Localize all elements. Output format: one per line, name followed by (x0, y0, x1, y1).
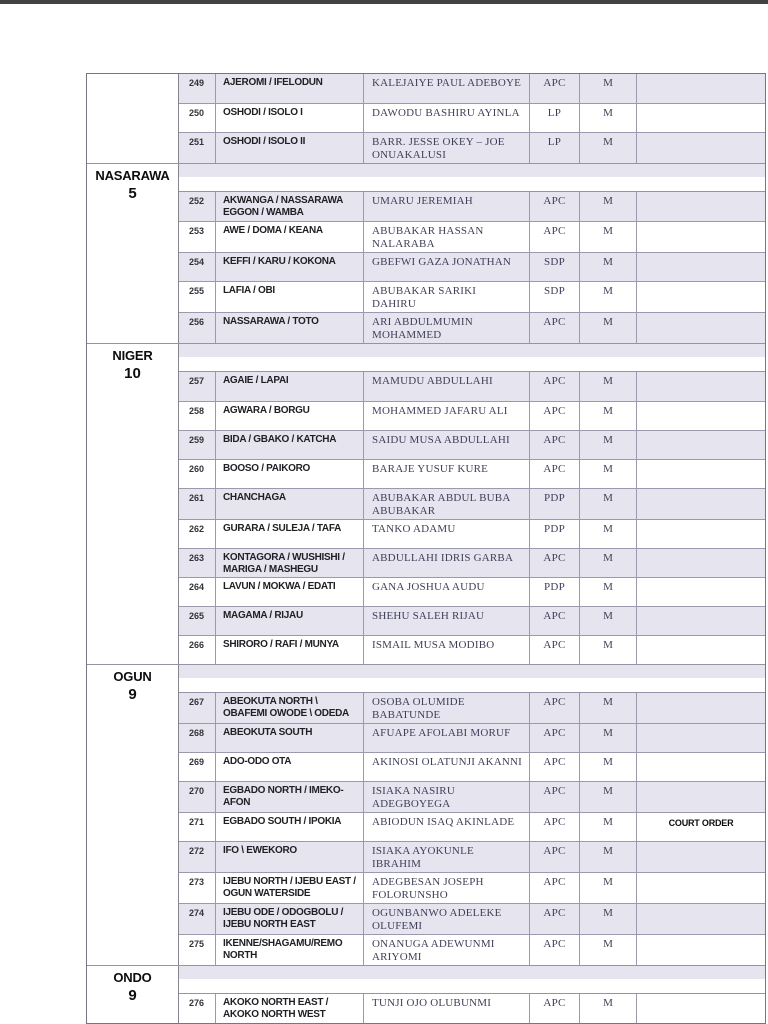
state-section-body (179, 164, 765, 343)
candidate-name-cell: GBEFWI GAZA JONATHAN (364, 253, 530, 281)
constituency-cell: SHIRORO / RAFI / MUNYA (216, 636, 364, 664)
gender-cell: M (580, 402, 637, 430)
notes-cell: COURT ORDER (668, 818, 734, 828)
constituency-cell: BIDA / GBAKO / KATCHA (216, 431, 364, 459)
table-row (179, 841, 765, 872)
table-row (179, 401, 765, 430)
candidate-name-cell: MOHAMMED JAFARU ALI (364, 402, 530, 430)
row-number-cell: 253 (179, 222, 216, 252)
gender-cell: M (580, 253, 637, 281)
row-number-cell: 254 (179, 253, 216, 281)
party-cell: APC (530, 402, 580, 430)
state-section (87, 664, 765, 965)
notes-cell (637, 431, 765, 459)
row-number-cell: 271 (179, 813, 216, 841)
table-row (179, 132, 765, 163)
state-section (87, 965, 765, 1023)
constituency-cell: IJEBU ODE / ODOGBOLU / IJEBU NORTH EAST (216, 904, 364, 934)
notes-cell (637, 192, 765, 221)
section-band-strip (179, 665, 765, 678)
notes-cell (637, 753, 765, 781)
gender-cell: M (580, 578, 637, 606)
gender-cell: M (580, 935, 637, 965)
row-number-cell: 272 (179, 842, 216, 872)
table-row (179, 252, 765, 281)
gender-cell: M (580, 607, 637, 635)
row-number-cell: 260 (179, 460, 216, 488)
party-cell: APC (530, 607, 580, 635)
notes-cell (637, 607, 765, 635)
table-row (179, 812, 765, 841)
gender-cell: M (580, 549, 637, 577)
candidate-name-cell: ISMAIL MUSA MODIBO (364, 636, 530, 664)
candidate-name-cell: ISIAKA NASIRU ADEGBOYEGA (364, 782, 530, 812)
party-cell: APC (530, 724, 580, 752)
candidate-name-cell: TUNJI OJO OLUBUNMI (364, 994, 530, 1023)
row-number-cell: 264 (179, 578, 216, 606)
table-row (179, 693, 765, 723)
row-number-cell: 249 (179, 74, 216, 103)
table-row (179, 192, 765, 221)
party-cell: APC (530, 935, 580, 965)
table-row (179, 488, 765, 519)
constituency-cell: AKWANGA / NASSARAWA EGGON / WAMBA (216, 192, 364, 221)
notes-cell (637, 222, 765, 252)
candidate-name-cell: DAWODU BASHIRU AYINLA (364, 104, 530, 132)
table-row (179, 872, 765, 903)
table-row (179, 606, 765, 635)
table-row (179, 312, 765, 343)
seat-count: 10 (124, 365, 141, 382)
state-label: NIGER (112, 348, 153, 363)
gender-cell: M (580, 994, 637, 1023)
constituency-cell: EGBADO SOUTH / IPOKIA (216, 813, 364, 841)
party-cell: APC (530, 222, 580, 252)
party-cell: PDP (530, 489, 580, 519)
table-row (179, 548, 765, 577)
constituency-cell: AGAIE / LAPAI (216, 372, 364, 401)
gender-cell: M (580, 431, 637, 459)
constituency-cell: ADO-ODO OTA (216, 753, 364, 781)
notes-cell (637, 578, 765, 606)
section-band-strip (179, 966, 765, 979)
state-label: ONDO (113, 970, 152, 985)
notes-cell (637, 460, 765, 488)
constituency-cell: AKOKO NORTH EAST / AKOKO NORTH WEST (216, 994, 364, 1023)
state-label: NASARAWA (95, 168, 170, 183)
party-cell: APC (530, 549, 580, 577)
constituency-cell: KONTAGORA / WUSHISHI / MARIGA / MASHEGU (216, 549, 364, 577)
gender-cell: M (580, 693, 637, 723)
table-row (179, 723, 765, 752)
section-band-strip (179, 164, 765, 177)
section-band (179, 966, 765, 994)
row-number-cell: 258 (179, 402, 216, 430)
section-band (179, 665, 765, 693)
row-number-cell: 251 (179, 133, 216, 163)
party-cell: SDP (530, 282, 580, 312)
party-cell: APC (530, 813, 580, 841)
party-cell: LP (530, 104, 580, 132)
table-row (179, 781, 765, 812)
notes-cell (637, 782, 765, 812)
candidate-name-cell: TANKO ADAMU (364, 520, 530, 548)
party-cell: APC (530, 372, 580, 401)
row-number-cell: 269 (179, 753, 216, 781)
candidate-name-cell: ISIAKA AYOKUNLE IBRAHIM (364, 842, 530, 872)
party-cell: APC (530, 636, 580, 664)
table-row (179, 459, 765, 488)
state-cell (87, 344, 179, 664)
notes-cell (637, 104, 765, 132)
candidate-name-cell: MAMUDU ABDULLAHI (364, 372, 530, 401)
seat-count: 5 (128, 185, 137, 202)
gender-cell: M (580, 282, 637, 312)
table-row (179, 752, 765, 781)
row-number-cell: 268 (179, 724, 216, 752)
candidate-name-cell: OGUNBANWO ADELEKE OLUFEMI (364, 904, 530, 934)
row-number-cell: 263 (179, 549, 216, 577)
gender-cell: M (580, 813, 637, 841)
notes-cell (637, 693, 765, 723)
notes-cell (637, 253, 765, 281)
gender-cell: M (580, 724, 637, 752)
constituency-cell: ABEOKUTA SOUTH (216, 724, 364, 752)
notes-cell (637, 489, 765, 519)
candidate-name-cell: GANA JOSHUA AUDU (364, 578, 530, 606)
party-cell: APC (530, 904, 580, 934)
table-row (179, 635, 765, 664)
row-number-cell: 255 (179, 282, 216, 312)
gender-cell: M (580, 460, 637, 488)
notes-cell (637, 372, 765, 401)
candidate-name-cell: ARI ABDULMUMIN MOHAMMED (364, 313, 530, 343)
row-number-cell: 267 (179, 693, 216, 723)
table-row (179, 994, 765, 1023)
notes-cell (637, 842, 765, 872)
table-row (179, 221, 765, 252)
notes-cell (637, 402, 765, 430)
row-number-cell: 273 (179, 873, 216, 903)
table-row (179, 430, 765, 459)
constituency-cell: LAVUN / MOKWA / EDATI (216, 578, 364, 606)
candidate-name-cell: ABUBAKAR ABDUL BUBA ABUBAKAR (364, 489, 530, 519)
notes-cell (637, 935, 765, 965)
row-number-cell: 257 (179, 372, 216, 401)
party-cell: APC (530, 782, 580, 812)
gender-cell: M (580, 133, 637, 163)
candidate-name-cell: ABUBAKAR SARIKI DAHIRU (364, 282, 530, 312)
row-number-cell: 259 (179, 431, 216, 459)
seat-count: 9 (128, 987, 137, 1004)
notes-cell (637, 282, 765, 312)
notes-cell (637, 74, 765, 103)
row-number-cell: 270 (179, 782, 216, 812)
table-row (179, 577, 765, 606)
constituency-cell: BOOSO / PAIKORO (216, 460, 364, 488)
constituency-cell: KEFFI / KARU / KOKONA (216, 253, 364, 281)
gender-cell: M (580, 372, 637, 401)
table-row (179, 372, 765, 401)
notes-cell (637, 133, 765, 163)
state-section-body (179, 966, 765, 1023)
state-section-body (179, 74, 765, 163)
constituency-cell: IKENNE/SHAGAMU/REMO NORTH (216, 935, 364, 965)
constituency-cell: CHANCHAGA (216, 489, 364, 519)
row-number-cell: 265 (179, 607, 216, 635)
party-cell: APC (530, 994, 580, 1023)
gender-cell: M (580, 489, 637, 519)
constituency-cell: EGBADO NORTH / IMEKO-AFON (216, 782, 364, 812)
row-number-cell: 252 (179, 192, 216, 221)
gender-cell: M (580, 782, 637, 812)
gender-cell: M (580, 74, 637, 103)
row-number-cell: 262 (179, 520, 216, 548)
gender-cell: M (580, 520, 637, 548)
constituency-cell: IJEBU NORTH / IJEBU EAST / OGUN WATERSIDE (216, 873, 364, 903)
state-cell (87, 164, 179, 343)
constituency-cell: OSHODI / ISOLO I (216, 104, 364, 132)
gender-cell: M (580, 904, 637, 934)
notes-cell (637, 636, 765, 664)
state-section (87, 74, 765, 163)
party-cell: APC (530, 842, 580, 872)
candidate-name-cell: ABUBAKAR HASSAN NALARABA (364, 222, 530, 252)
constituency-cell: GURARA / SULEJA / TAFA (216, 520, 364, 548)
candidate-name-cell: ONANUGA ADEWUNMI ARIYOMI (364, 935, 530, 965)
state-section-body (179, 665, 765, 965)
state-section (87, 163, 765, 343)
state-cell (87, 665, 179, 965)
state-label: OGUN (113, 669, 152, 684)
party-cell: LP (530, 133, 580, 163)
table-row (179, 74, 765, 103)
candidate-name-cell: ABIODUN ISAQ AKINLADE (364, 813, 530, 841)
gender-cell: M (580, 636, 637, 664)
notes-cell (637, 994, 765, 1023)
table-row (179, 281, 765, 312)
candidate-name-cell: ABDULLAHI IDRIS GARBA (364, 549, 530, 577)
party-cell: APC (530, 693, 580, 723)
notes-cell (637, 724, 765, 752)
table-row (179, 903, 765, 934)
candidate-name-cell: BARAJE YUSUF KURE (364, 460, 530, 488)
gender-cell: M (580, 842, 637, 872)
row-number-cell: 275 (179, 935, 216, 965)
party-cell: SDP (530, 253, 580, 281)
candidate-name-cell: ADEGBESAN JOSEPH FOLORUNSHO (364, 873, 530, 903)
row-number-cell: 266 (179, 636, 216, 664)
candidate-name-cell: AKINOSI OLATUNJI AKANNI (364, 753, 530, 781)
row-number-cell: 274 (179, 904, 216, 934)
candidate-name-cell: SAIDU MUSA ABDULLAHI (364, 431, 530, 459)
gender-cell: M (580, 104, 637, 132)
row-number-cell: 276 (179, 994, 216, 1023)
constituency-cell: AWE / DOMA / KEANA (216, 222, 364, 252)
table-row (179, 519, 765, 548)
party-cell: APC (530, 431, 580, 459)
state-cell (87, 74, 179, 163)
party-cell: APC (530, 873, 580, 903)
notes-cell (637, 520, 765, 548)
top-edge-bar (0, 0, 768, 4)
table-row (179, 934, 765, 965)
constituency-cell: MAGAMA / RIJAU (216, 607, 364, 635)
table-row (179, 103, 765, 132)
party-cell: PDP (530, 578, 580, 606)
gender-cell: M (580, 873, 637, 903)
candidate-name-cell: AFUAPE AFOLABI MORUF (364, 724, 530, 752)
party-cell: PDP (530, 520, 580, 548)
seat-count: 9 (128, 686, 137, 703)
section-band (179, 344, 765, 372)
results-table (86, 73, 766, 1024)
party-cell: APC (530, 313, 580, 343)
constituency-cell: ABEOKUTA NORTH \ OBAFEMI OWODE \ ODEDA (216, 693, 364, 723)
notes-cell (637, 904, 765, 934)
gender-cell: M (580, 313, 637, 343)
candidate-name-cell: KALEJAIYE PAUL ADEBOYE (364, 74, 530, 103)
candidate-name-cell: SHEHU SALEH RIJAU (364, 607, 530, 635)
candidate-name-cell: UMARU JEREMIAH (364, 192, 530, 221)
section-band-strip (179, 344, 765, 357)
party-cell: APC (530, 460, 580, 488)
state-section-body (179, 344, 765, 664)
row-number-cell: 250 (179, 104, 216, 132)
party-cell: APC (530, 753, 580, 781)
state-cell (87, 966, 179, 1023)
candidate-name-cell: BARR. JESSE OKEY – JOE ONUAKALUSI (364, 133, 530, 163)
candidate-name-cell: OSOBA OLUMIDE BABATUNDE (364, 693, 530, 723)
constituency-cell: AJEROMI / IFELODUN (216, 74, 364, 103)
section-band (179, 164, 765, 192)
notes-cell (637, 313, 765, 343)
party-cell: APC (530, 192, 580, 221)
notes-cell (637, 549, 765, 577)
state-section (87, 343, 765, 664)
gender-cell: M (580, 192, 637, 221)
constituency-cell: OSHODI / ISOLO II (216, 133, 364, 163)
constituency-cell: AGWARA / BORGU (216, 402, 364, 430)
constituency-cell: LAFIA / OBI (216, 282, 364, 312)
row-number-cell: 256 (179, 313, 216, 343)
row-number-cell: 261 (179, 489, 216, 519)
gender-cell: M (580, 222, 637, 252)
constituency-cell: NASSARAWA / TOTO (216, 313, 364, 343)
notes-cell (637, 873, 765, 903)
constituency-cell: IFO \ EWEKORO (216, 842, 364, 872)
party-cell: APC (530, 74, 580, 103)
gender-cell: M (580, 753, 637, 781)
